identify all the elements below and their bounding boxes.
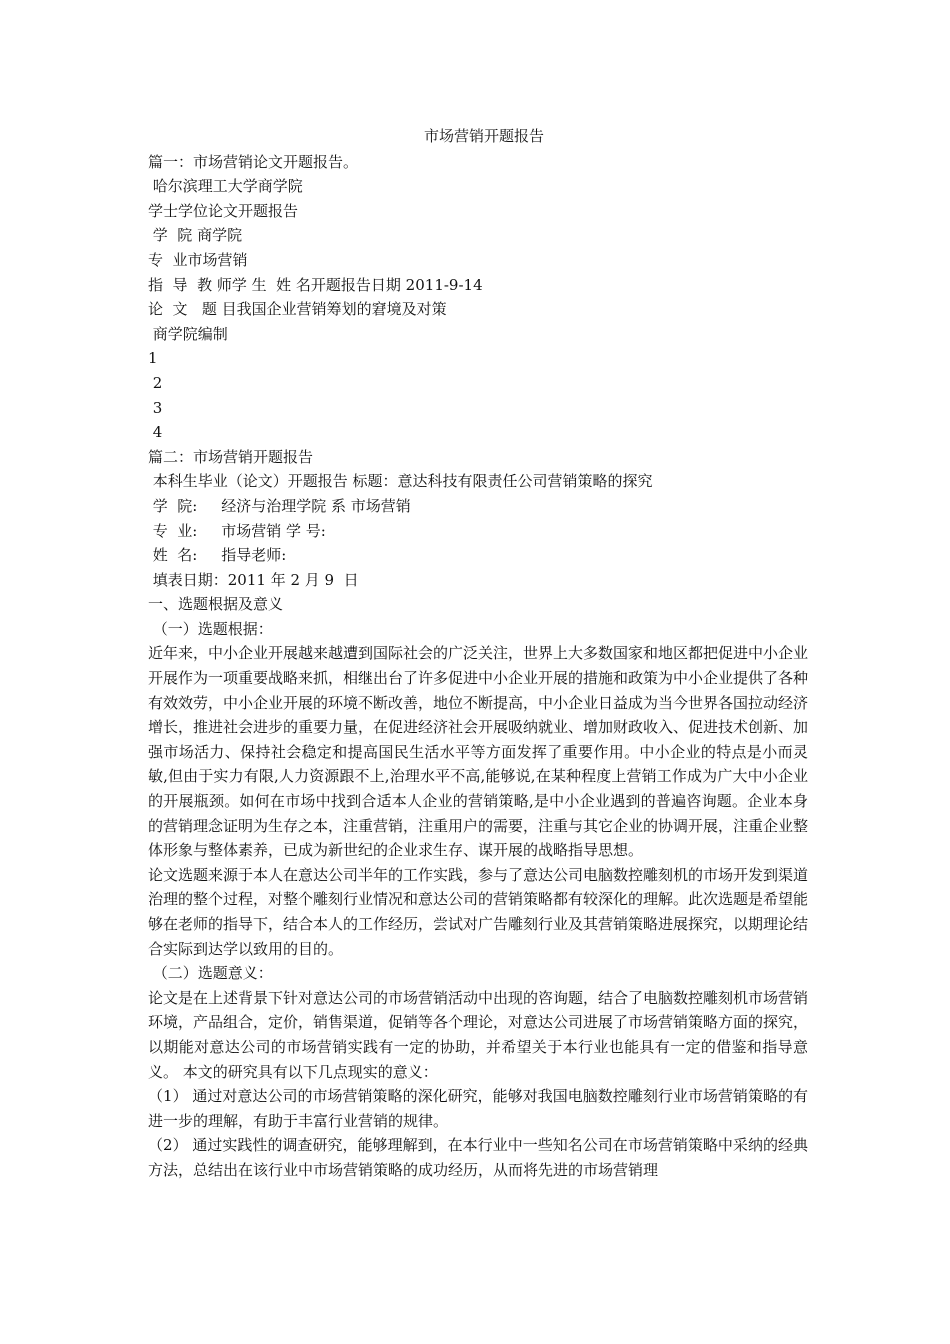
text-line: 3	[148, 398, 163, 417]
body-paragraph: （1） 通过对意达公司的市场营销策略的深化研究，能够对我国电脑数控雕刻行业市场营销策略的有进一步的理解，有助于丰富行业营销的规律。	[148, 1087, 808, 1130]
text-line: 本科生毕业（论文）开题报告 标题：意达科技有限责任公司营销策略的探究	[148, 472, 653, 491]
body-paragraph: 近年来，中小企业开展越来越遭到国际社会的广泛关注，世界上大多数国家和地区都把促进中小企业开展作为一项重要战略来抓，相继出台了许多促进中小企业开展的措施和政策为中小企业提供了各种有效效劳，中小企业开展的环境不断改善，地位不断提高，中小企业日益成为当今世界各国拉动经济增长，推进社会进步的重要力量，在促进经济社会开展吸纳就业、增加财政收入、促进技术创新、加强市场活力、保持社会稳定和提高国民生活水平等方面发挥了重要作用。中小企业的特点是小而灵敏,但由于实力有限,人力资源跟不上,治理水平不高,能够说,在某种程度上营销工作成为广大中小企业的开展瓶颈。如何在市场中找到合适本人企业的营销策略,是中小企业遇到的普遍咨询题。企业本身的营销理念证明为生存之本，注重营销，注重用户的需要，注重与其它企业的协调开展，注重企业整体形象与整体素养，已成为新世纪的企业求生存、谋开展的战略指导思想。	[148, 644, 809, 860]
text-line: 学 院 商学院	[148, 226, 243, 245]
subsection-heading: （二）选题意义：	[148, 964, 273, 983]
text-line: 2	[148, 373, 163, 392]
subsection-heading: （一）选题根据：	[148, 619, 273, 638]
text-line: 4	[148, 423, 163, 442]
text-line: 哈尔滨理工大学商学院	[148, 177, 303, 196]
text-line: 专 业市场营销	[148, 250, 248, 269]
text-line: 填表日期：2011 年 2 月 9 日	[148, 570, 359, 589]
text-line: 论 文 题 目我国企业营销筹划的窘境及对策	[148, 300, 447, 319]
text-line: 姓 名: 指导老师:	[148, 546, 287, 565]
text-line: 专 业: 市场营销 学 号:	[148, 521, 326, 540]
body-paragraph: 论文选题来源于本人在意达公司半年的工作实践，参与了意达公司电脑数控雕刻机的市场开发到渠道治理的整个过程，对整个雕刻行业情况和意达公司的营销策略都有较深化的理解。此次选题是希望能够在老师的指导下，结合本人的工作经历，尝试对广告雕刻行业及其营销策略进展探究，以期理论结合实际到达学以致用的目的。	[148, 865, 809, 958]
text-line: 1	[148, 349, 158, 368]
section-heading: 一、选题根据及意义	[148, 595, 284, 614]
text-line: 商学院编制	[148, 324, 228, 343]
text-line: 学士学位论文开题报告	[148, 201, 299, 220]
body-paragraph: （2） 通过实践性的调查研究，能够理解到，在本行业中一些知名公司在市场营销策略中采纳的经典方法，总结出在该行业中市场营销策略的成功经历，从而将先进的市场营销理	[148, 1136, 808, 1179]
text-line: 篇一：市场营销论文开题报告。	[148, 152, 359, 171]
document-title: 市场营销开题报告	[423, 127, 544, 145]
document-page	[148, 124, 808, 1183]
text-line: 篇二：市场营销开题报告	[148, 447, 314, 466]
text-line: 指 导 教 师学 生 姓 名开题报告日期 2011-9-14	[148, 275, 483, 294]
text-line: 学 院: 经济与治理学院 系 市场营销	[148, 496, 411, 515]
body-paragraph: 论文是在上述背景下针对意达公司的市场营销活动中出现的咨询题，结合了电脑数控雕刻机市场营销环境，产品组合，定价，销售渠道，促销等各个理论，对意达公司进展了市场营销策略方面的探究，以期能对意达公司的市场营销实践有一定的协助，并希望关于本行业也能具有一定的借鉴和指导意义。 本文的研究具有以下几点现实的意义：	[148, 988, 809, 1081]
